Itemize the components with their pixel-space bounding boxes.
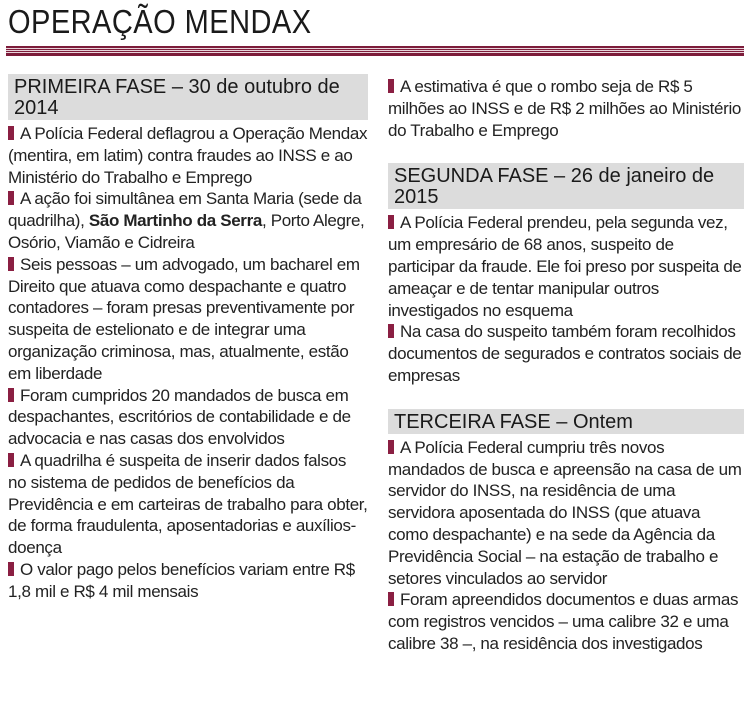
- title-rule: [6, 46, 744, 56]
- list-item-text: A quadrilha é suspeita de inserir dados falsos no sistema de pedidos de benefícios da Previdência e em carteiras de trabalho para obter, de forma fraudulenta, aposentadorias e auxílios-doença: [8, 450, 368, 558]
- list-item-text: A ação foi simultânea em Santa Maria (sede da quadrilha),: [8, 189, 362, 231]
- list-item: [8, 385, 368, 450]
- list-item: [8, 123, 368, 188]
- list-item: [388, 212, 744, 321]
- list-item-text: A Polícia Federal deflagrou a Operação Mendax (mentira, em latim) contra fraudes ao INSS e ao Ministério do Trabalho e Emprego: [8, 124, 368, 187]
- list-item-text: A Polícia Federal cumpriu três novos mandados de busca e apreensão na casa de um servidor do INSS, na residência de uma servidora aposentada do INSS (que atuava como despachante) e na sede da Agência da Previdência Social – na estação de trabalho e setores vinculados ao servidor: [388, 437, 742, 588]
- list-item: [8, 559, 368, 603]
- bullet-square-icon: [8, 126, 14, 140]
- third-phase-heading: TERCEIRA FASE – Ontem: [388, 409, 744, 434]
- list-item-text: O valor pago pelos benefícios variam entre R$ 1,8 mil e R$ 4 mil mensais: [8, 559, 355, 601]
- list-item: [8, 450, 368, 559]
- second-phase-heading: SEGUNDA FASE – 26 de janeiro de 2015: [388, 163, 744, 209]
- bullet-square-icon: [8, 562, 14, 576]
- right-column: [388, 76, 744, 655]
- bullet-square-icon: [388, 79, 394, 93]
- bullet-square-icon: [8, 453, 14, 467]
- bullet-square-icon: [388, 440, 394, 454]
- list-item-text: Foram cumpridos 20 mandados de busca em despachantes, escritórios de contabilidade e de advocacia e nas casas dos envolvidos: [8, 385, 351, 449]
- bullet-square-icon: [8, 257, 14, 271]
- list-item: [388, 76, 744, 141]
- bullet-square-icon: [388, 324, 394, 338]
- page-title: OPERAÇÃO MENDAX: [8, 3, 312, 40]
- list-item: [8, 254, 368, 385]
- list-item: [388, 437, 744, 590]
- bullet-square-icon: [8, 388, 14, 402]
- list-item-text: Foram apreendidos documentos e duas armas com registros vencidos – uma calibre 32 e uma calibre 38 –, na residência dos investigados: [388, 590, 739, 653]
- list-item: [8, 188, 368, 253]
- left-column: [8, 74, 368, 603]
- list-item-text: Na casa do suspeito também foram recolhidos documentos de segurados e contratos sociais de empresas: [388, 322, 742, 385]
- bullet-square-icon: [388, 592, 394, 606]
- bullet-square-icon: [8, 191, 14, 205]
- list-item: [388, 589, 744, 654]
- first-phase-heading: PRIMEIRA FASE – 30 de outubro de 2014: [8, 74, 368, 120]
- list-item-text: A Polícia Federal prendeu, pela segunda vez, um empresário de 68 anos, suspeito de participar da fraude. Ele foi preso por suspeita de ameaçar e de tentar manipular outros investigados no esquema: [388, 213, 742, 320]
- list-item: [388, 321, 744, 386]
- bullet-square-icon: [388, 215, 394, 229]
- list-item-text: Seis pessoas – um advogado, um bacharel em Direito que atuava como despachante e quatro contadores – foram presas preventivamente por suspeita de estelionato e de integrar uma organização criminosa, mas, atualmente, estão em liberdade: [8, 254, 360, 383]
- highlighted-city: São Martinho da Serra: [88, 211, 262, 231]
- list-item-text: , Porto Alegre, Osório, Viamão e Cidreira: [8, 211, 365, 252]
- list-item-text: A estimativa é que o rombo seja de R$ 5 milhões ao INSS e de R$ 2 milhões ao Ministério do Trabalho e Emprego: [388, 77, 742, 140]
